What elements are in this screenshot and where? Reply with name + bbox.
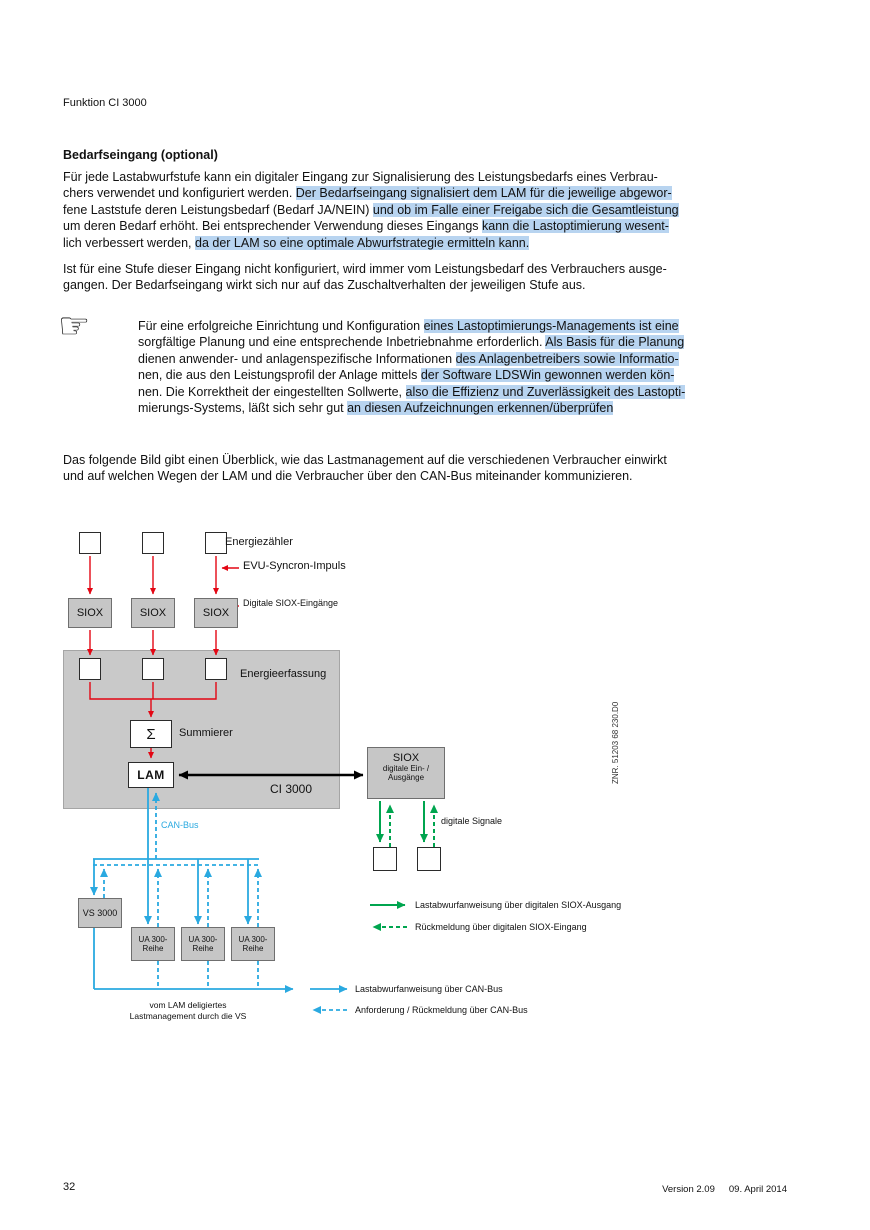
footer-version: Version 2.09	[662, 1184, 715, 1195]
text-segment: nen. Die Korrektheit der eingestellten Sollwerte,	[138, 384, 406, 399]
text-segment: mierungs-Systems, läßt sich sehr gut	[138, 401, 348, 416]
highlighted-text: Als Basis für die Planung	[545, 335, 685, 350]
ua300-box-1	[131, 927, 175, 961]
drawing-number: ZNR. 51203 68 230.D0	[611, 701, 620, 784]
siox-consumer-2	[417, 847, 441, 871]
energy-capture-3	[205, 658, 227, 680]
energy-capture-label: Energieerfassung	[240, 668, 327, 680]
paragraph-2	[63, 261, 667, 294]
siox-io-box	[367, 747, 445, 799]
energy-meter-2	[142, 532, 164, 554]
highlighted-text: an diesen Aufzeichnungen erkennen/überprüfen	[347, 401, 614, 416]
paragraph-3	[63, 452, 667, 485]
ci3000-label: CI 3000	[270, 782, 313, 796]
siox-module-3: SIOX	[194, 598, 238, 628]
highlighted-text: da der LAM so eine optimale Abwurfstrategie ermitteln kann.	[195, 235, 530, 250]
text-segment: Das folgende Bild gibt einen Überblick, wie das Lastmanagement auf die verschiedenen Verbraucher einwirkt	[63, 453, 667, 467]
energy-capture-2	[142, 658, 164, 680]
text-line	[63, 185, 679, 201]
highlighted-text: also die Effizienz und Zuverlässigkeit des Lastopti-	[405, 384, 686, 399]
vs-delegation-caption	[98, 1000, 278, 1022]
legend-text-can-fb: Anforderung / Rückmeldung über CAN-Bus	[355, 1005, 528, 1015]
highlighted-text: kann die Lastoptimierung wesent-	[482, 219, 669, 234]
siox-module-2: SIOX	[131, 598, 175, 628]
text-segment: fene Laststufe deren Leistungsbedarf (Bedarf JA/NEIN)	[63, 202, 373, 217]
text-line	[63, 235, 679, 251]
legend-text-siox-in: Rückmeldung über digitalen SIOX-Eingang	[415, 922, 587, 932]
text-line	[63, 218, 679, 234]
energy-meter-3	[205, 532, 227, 554]
can-bus-label: CAN-Bus	[161, 820, 199, 830]
legend-green-arrows	[370, 905, 407, 927]
text-segment: lich verbessert werden,	[63, 235, 196, 250]
text-segment: Für jede Lastabwurfstufe kann ein digitaler Eingang zur Signalisierung des Leistungsbedarfs eines Verbrau-	[63, 170, 658, 184]
siox-to-capture-arrows	[90, 630, 216, 655]
siox-module-1: SIOX	[68, 598, 112, 628]
highlighted-text: und ob im Falle einer Freigabe sich die Gesamtleistung	[372, 202, 679, 217]
page-number: 32	[63, 1181, 76, 1193]
text-line	[138, 367, 685, 383]
text-line	[63, 169, 679, 185]
text-line	[138, 318, 685, 334]
paragraph-1	[63, 169, 679, 251]
text-segment: um deren Bedarf erhöht. Bei entsprechender Verwendung dieses Eingangs	[63, 219, 483, 234]
text-line	[63, 261, 667, 277]
text-segment: und auf welchen Wegen der LAM und die Verbraucher über den CAN-Bus miteinander kommunizieren.	[63, 469, 633, 484]
siox-consumer-1	[373, 847, 397, 871]
text-segment: dienen anwender- und anlagenspezifische Informationen	[138, 351, 456, 366]
footer-date: 09. April 2014	[728, 1184, 787, 1195]
overview-diagram	[63, 522, 823, 1042]
summer-box: Σ	[130, 720, 172, 748]
text-line	[138, 384, 685, 400]
highlighted-text: der Software LDSWin gewonnen werden kön-	[420, 368, 675, 383]
energy-meter-label: Energiezähler	[225, 536, 293, 548]
text-line	[63, 277, 667, 293]
ua300-line2: Reihe	[192, 944, 214, 953]
lam-box: LAM	[128, 762, 174, 788]
evu-sync-label: EVU-Syncron-Impuls	[243, 560, 346, 572]
ua300-line2: Reihe	[142, 944, 164, 953]
note-paragraph	[138, 318, 685, 416]
ua300-line1: UA 300-	[238, 934, 268, 944]
ua300-box-3	[231, 927, 275, 961]
highlighted-text: des Anlagenbetreibers sowie Informatio-	[455, 351, 679, 366]
vs3000-box: VS 3000	[78, 898, 122, 928]
siox-io-title: SIOX	[392, 752, 420, 764]
siox-inputs-label: Digitale SIOX-Eingänge	[243, 598, 339, 608]
highlighted-text: eines Lastoptimierungs-Managements ist eine	[423, 319, 679, 333]
text-line	[138, 400, 685, 416]
siox-io-sub2: Ausgänge	[387, 773, 425, 782]
energy-meter-1	[79, 532, 101, 554]
siox-io-sub1: digitale Ein- /	[382, 764, 430, 773]
legend-text-can-cmd: Lastabwurfanweisung über CAN-Bus	[355, 984, 503, 994]
highlighted-text: Der Bedarfseingang signalisiert dem LAM für die jeweilige abgewor-	[295, 186, 672, 201]
caption-line1: vom LAM deligiertes	[149, 1000, 227, 1010]
legend-text-siox-out: Lastabwurfanweisung über digitalen SIOX-Ausgang	[415, 900, 622, 910]
ua300-box-2	[181, 927, 225, 961]
text-line	[63, 452, 667, 468]
ua300-line2: Reihe	[242, 944, 264, 953]
text-line	[138, 351, 685, 367]
text-segment: nen, die aus den Leistungsprofil der Anlage mittels	[138, 368, 421, 383]
legend-blue-arrows	[310, 989, 347, 1010]
page-header: Funktion CI 3000	[63, 97, 147, 109]
text-segment: Ist für eine Stufe dieser Eingang nicht konfiguriert, wird immer vom Leistungsbedarf des Verbrauchers ausge-	[63, 262, 667, 276]
ua300-line1: UA 300-	[138, 934, 168, 944]
text-segment: Für eine erfolgreiche Einrichtung und Konfiguration	[138, 319, 424, 333]
siox-digital-signal-arrows	[380, 801, 434, 847]
text-line	[63, 202, 679, 218]
energy-capture-1	[79, 658, 101, 680]
footer-version-area	[662, 1184, 787, 1195]
text-segment: chers verwendet und konfiguriert werden.	[63, 186, 296, 201]
section-heading: Bedarfseingang (optional)	[63, 148, 218, 162]
text-segment: gangen. Der Bedarfseingang wirkt sich nur auf das Zuschaltverhalten der jeweiligen Stufe aus.	[63, 278, 586, 293]
summer-label: Summierer	[179, 727, 233, 739]
ua300-line1: UA 300-	[188, 934, 218, 944]
caption-line2: Lastmanagement durch die VS	[129, 1011, 247, 1021]
text-segment: sorgfältige Planung und eine entsprechende Inbetriebnahme erforderlich.	[138, 335, 546, 350]
text-line	[63, 468, 667, 484]
pointing-hand-icon: ☞	[58, 305, 91, 346]
digital-signals-label: digitale Signale	[441, 816, 503, 826]
text-line	[138, 334, 685, 350]
